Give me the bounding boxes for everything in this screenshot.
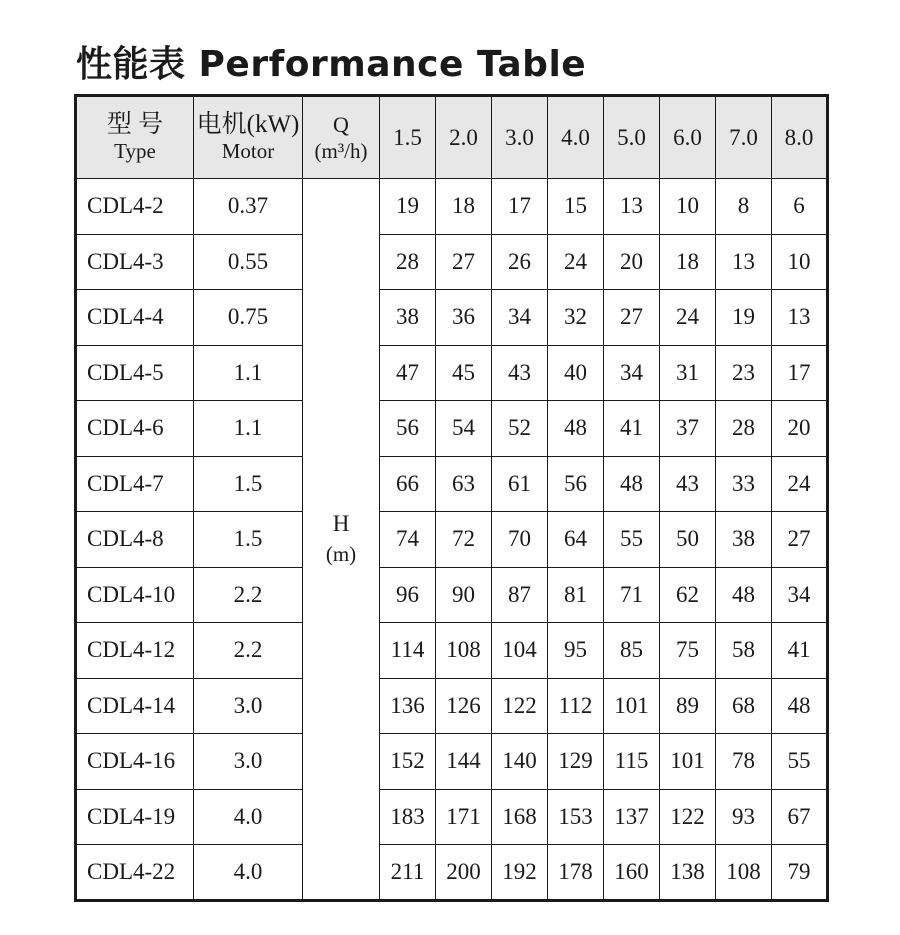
type-header-en: Type: [114, 138, 156, 163]
table-row: [76, 345, 828, 401]
motor-cell: 4.0: [194, 789, 303, 845]
table-row: [76, 678, 828, 734]
head-value-cell: 13: [604, 179, 660, 235]
type-cell: CDL4-2: [76, 179, 194, 235]
type-cell: CDL4-19: [76, 789, 194, 845]
head-value-cell: 10: [660, 179, 716, 235]
head-value-cell: 27: [604, 290, 660, 346]
motor-cell: 0.37: [194, 179, 303, 235]
head-value-cell: 114: [380, 623, 436, 679]
head-value-cell: 183: [380, 789, 436, 845]
head-value-cell: 129: [548, 734, 604, 790]
head-value-cell: 137: [604, 789, 660, 845]
motor-cell: 1.1: [194, 345, 303, 401]
head-value-cell: 15: [548, 179, 604, 235]
head-value-cell: 28: [716, 401, 772, 457]
table-row: [76, 845, 828, 901]
head-value-cell: 71: [604, 567, 660, 623]
head-value-cell: 126: [436, 678, 492, 734]
head-value-cell: 48: [548, 401, 604, 457]
head-value-cell: 74: [380, 512, 436, 568]
head-value-cell: 171: [436, 789, 492, 845]
table-row: [76, 290, 828, 346]
head-value-cell: 101: [660, 734, 716, 790]
head-value-cell: 178: [548, 845, 604, 901]
head-value-cell: 41: [772, 623, 828, 679]
flow-value-header: 1.5: [380, 96, 436, 179]
head-value-cell: 18: [436, 179, 492, 235]
head-value-cell: 19: [716, 290, 772, 346]
table-body: [76, 179, 828, 901]
type-cell: CDL4-14: [76, 678, 194, 734]
table-row: [76, 401, 828, 457]
head-value-cell: 112: [548, 678, 604, 734]
head-value-cell: 56: [548, 456, 604, 512]
head-value-cell: 66: [380, 456, 436, 512]
table-row: [76, 623, 828, 679]
head-value-cell: 28: [380, 234, 436, 290]
head-value-cell: 6: [772, 179, 828, 235]
head-value-cell: 48: [716, 567, 772, 623]
flow-value-header: 8.0: [772, 96, 828, 179]
head-value-cell: 8: [716, 179, 772, 235]
flow-value-header: 2.0: [436, 96, 492, 179]
head-value-cell: 41: [604, 401, 660, 457]
head-value-cell: 55: [604, 512, 660, 568]
head-value-cell: 85: [604, 623, 660, 679]
head-value-cell: 17: [772, 345, 828, 401]
head-value-cell: 20: [604, 234, 660, 290]
head-unit: (m): [325, 541, 357, 566]
page-title: 性能表 Performance Table: [76, 44, 587, 85]
type-cell: CDL4-16: [76, 734, 194, 790]
head-value-cell: 24: [772, 456, 828, 512]
type-cell: CDL4-8: [76, 512, 194, 568]
head-value-cell: 43: [492, 345, 548, 401]
flow-unit: (m³/h): [314, 138, 368, 163]
head-value-cell: 211: [380, 845, 436, 901]
head-value-cell: 24: [548, 234, 604, 290]
head-value-cell: 108: [716, 845, 772, 901]
head-value-cell: 20: [772, 401, 828, 457]
table-row: [76, 512, 828, 568]
head-value-cell: 63: [436, 456, 492, 512]
head-value-cell: 55: [772, 734, 828, 790]
head-value-cell: 200: [436, 845, 492, 901]
head-value-cell: 115: [604, 734, 660, 790]
head-value-cell: 68: [716, 678, 772, 734]
head-value-cell: 93: [716, 789, 772, 845]
head-value-cell: 153: [548, 789, 604, 845]
head-value-cell: 27: [772, 512, 828, 568]
head-value-cell: 104: [492, 623, 548, 679]
flow-value-header: 3.0: [492, 96, 548, 179]
head-value-cell: 70: [492, 512, 548, 568]
performance-table: [74, 94, 829, 902]
header-row: [76, 96, 828, 179]
head-value-cell: 56: [380, 401, 436, 457]
type-cell: CDL4-4: [76, 290, 194, 346]
head-value-cell: 45: [436, 345, 492, 401]
head-value-cell: 62: [660, 567, 716, 623]
head-value-cell: 47: [380, 345, 436, 401]
head-value-cell: 152: [380, 734, 436, 790]
flow-header: [303, 96, 380, 179]
type-cell: CDL4-12: [76, 623, 194, 679]
table-row: [76, 789, 828, 845]
table-row: [76, 234, 828, 290]
head-value-cell: 43: [660, 456, 716, 512]
head-value-cell: 27: [436, 234, 492, 290]
head-value-cell: 17: [492, 179, 548, 235]
head-label: H: [332, 510, 350, 536]
head-value-cell: 101: [604, 678, 660, 734]
motor-cell: 0.75: [194, 290, 303, 346]
head-value-cell: 138: [660, 845, 716, 901]
flow-value-header: 4.0: [548, 96, 604, 179]
head-value-cell: 75: [660, 623, 716, 679]
motor-cell: 1.1: [194, 401, 303, 457]
motor-cell: 0.55: [194, 234, 303, 290]
type-cell: CDL4-10: [76, 567, 194, 623]
head-value-cell: 48: [604, 456, 660, 512]
head-value-cell: 89: [660, 678, 716, 734]
head-value-cell: 95: [548, 623, 604, 679]
table-row: [76, 179, 828, 235]
type-cell: CDL4-22: [76, 845, 194, 901]
type-cell: CDL4-3: [76, 234, 194, 290]
head-value-cell: 19: [380, 179, 436, 235]
head-value-cell: 90: [436, 567, 492, 623]
head-value-cell: 48: [772, 678, 828, 734]
head-value-cell: 140: [492, 734, 548, 790]
motor-header-cn: 电机(kW): [196, 110, 300, 138]
motor-cell: 1.5: [194, 456, 303, 512]
head-value-cell: 122: [492, 678, 548, 734]
head-value-cell: 78: [716, 734, 772, 790]
head-value-cell: 34: [604, 345, 660, 401]
head-value-cell: 18: [660, 234, 716, 290]
motor-cell: 3.0: [194, 678, 303, 734]
head-value-cell: 54: [436, 401, 492, 457]
head-value-cell: 10: [772, 234, 828, 290]
head-value-cell: 37: [660, 401, 716, 457]
head-value-cell: 36: [436, 290, 492, 346]
head-value-cell: 160: [604, 845, 660, 901]
type-cell: CDL4-6: [76, 401, 194, 457]
type-cell: CDL4-5: [76, 345, 194, 401]
head-value-cell: 96: [380, 567, 436, 623]
head-value-cell: 31: [660, 345, 716, 401]
head-value-cell: 72: [436, 512, 492, 568]
type-header-cn: 型 号: [106, 110, 164, 138]
flow-value-header: 6.0: [660, 96, 716, 179]
head-value-cell: 79: [772, 845, 828, 901]
head-value-cell: 13: [772, 290, 828, 346]
motor-cell: 3.0: [194, 734, 303, 790]
head-value-cell: 61: [492, 456, 548, 512]
motor-cell: 4.0: [194, 845, 303, 901]
head-value-cell: 81: [548, 567, 604, 623]
head-value-cell: 24: [660, 290, 716, 346]
head-label-cell: [303, 179, 380, 901]
motor-cell: 2.2: [194, 623, 303, 679]
table-row: [76, 456, 828, 512]
head-value-cell: 26: [492, 234, 548, 290]
flow-value-header: 5.0: [604, 96, 660, 179]
motor-header: [194, 96, 303, 179]
head-value-cell: 40: [548, 345, 604, 401]
flow-value-header: 7.0: [716, 96, 772, 179]
head-value-cell: 23: [716, 345, 772, 401]
head-value-cell: 64: [548, 512, 604, 568]
head-value-cell: 34: [772, 567, 828, 623]
type-header: [76, 96, 194, 179]
head-value-cell: 33: [716, 456, 772, 512]
type-cell: CDL4-7: [76, 456, 194, 512]
head-value-cell: 87: [492, 567, 548, 623]
head-value-cell: 58: [716, 623, 772, 679]
table-row: [76, 567, 828, 623]
head-value-cell: 168: [492, 789, 548, 845]
head-value-cell: 144: [436, 734, 492, 790]
table-row: [76, 734, 828, 790]
head-value-cell: 38: [716, 512, 772, 568]
head-value-cell: 192: [492, 845, 548, 901]
head-value-cell: 136: [380, 678, 436, 734]
head-value-cell: 34: [492, 290, 548, 346]
motor-header-en: Motor: [221, 138, 275, 163]
motor-cell: 1.5: [194, 512, 303, 568]
motor-cell: 2.2: [194, 567, 303, 623]
head-value-cell: 108: [436, 623, 492, 679]
head-value-cell: 122: [660, 789, 716, 845]
head-value-cell: 67: [772, 789, 828, 845]
head-value-cell: 32: [548, 290, 604, 346]
head-value-cell: 50: [660, 512, 716, 568]
head-value-cell: 13: [716, 234, 772, 290]
head-value-cell: 52: [492, 401, 548, 457]
head-value-cell: 38: [380, 290, 436, 346]
flow-label: Q: [333, 111, 349, 137]
